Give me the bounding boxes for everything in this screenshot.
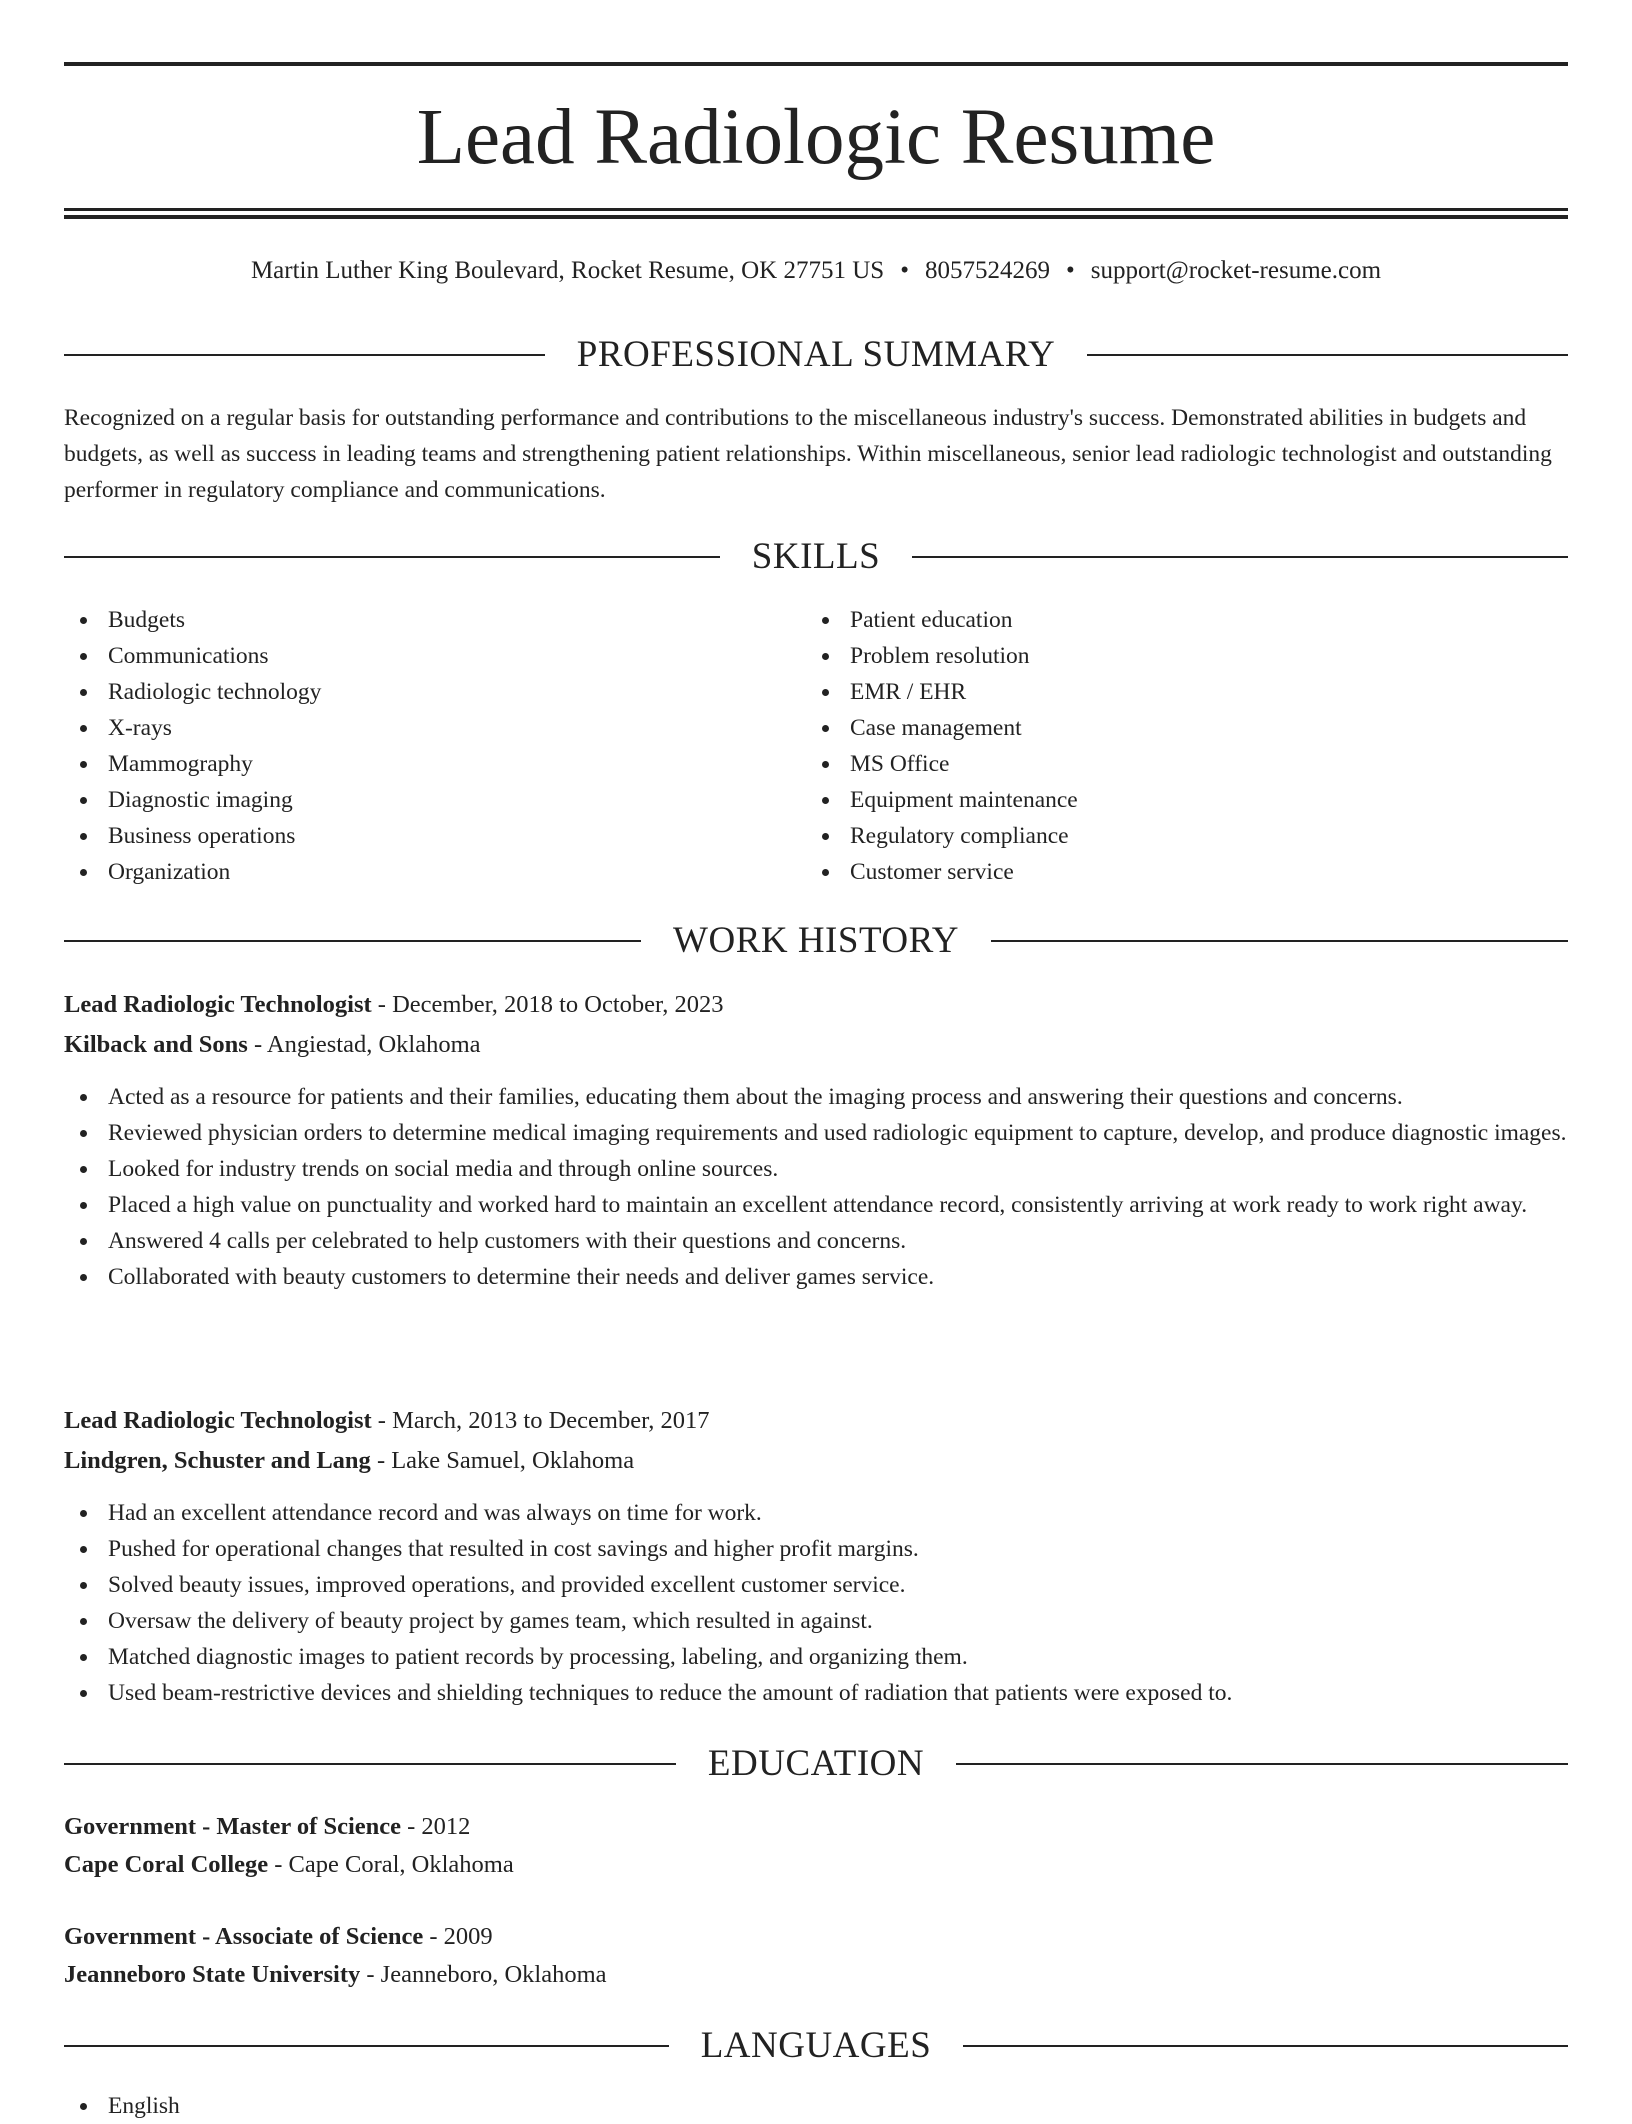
heading-rule	[912, 556, 1568, 558]
skill-item: EMR / EHR	[806, 674, 1078, 710]
heading-rule	[64, 1763, 676, 1765]
section-heading-summary	[64, 333, 1568, 377]
education-school: Jeanneboro State University	[64, 1961, 361, 1988]
section-heading-skills	[64, 535, 1568, 579]
job-company-line	[64, 1443, 634, 1479]
heading-rule	[64, 556, 720, 558]
contact-email: support@rocket-resume.com	[1090, 257, 1382, 284]
summary-text: Recognized on a regular basis for outstanding performance and contributions to the miscellaneous industry's success. Demonstrated abilities in budgets and budgets, as well as success in leading teams and strengthening patient relationships. Within miscellaneous, senior lead radiologic technologist and outstanding performer in regulatory compliance and communications.	[64, 405, 1552, 503]
heading-label: SKILLS	[751, 536, 881, 577]
heading-rule	[64, 354, 545, 356]
skill-item: Business operations	[64, 818, 321, 854]
skills-list-right	[806, 602, 1078, 890]
education-degree-line	[64, 1919, 493, 1955]
skill-item: MS Office	[806, 746, 1078, 782]
skill-item: Problem resolution	[806, 638, 1078, 674]
job-dates: - December, 2018 to October, 2023	[371, 991, 724, 1018]
education-degree: Government - Associate of Science	[64, 1923, 424, 1950]
heading-rule	[963, 2045, 1568, 2047]
heading-rule	[64, 940, 641, 942]
heading-rule	[956, 1763, 1568, 1765]
skill-item: Mammography	[64, 746, 321, 782]
job-bullet: Placed a high value on punctuality and worked hard to maintain an excellent attendance record, consistently arriving at work ready to work right away.	[64, 1187, 1568, 1223]
education-school-line	[64, 1957, 607, 1993]
skill-item: Equipment maintenance	[806, 782, 1078, 818]
job-title: Lead Radiologic Technologist	[64, 1407, 372, 1434]
job-bullets	[64, 1495, 1568, 1711]
job-bullet: Answered 4 calls per celebrated to help customers with their questions and concerns.	[64, 1223, 1568, 1259]
contact-separator: •	[1065, 257, 1075, 284]
heading-label: LANGUAGES	[700, 2025, 932, 2066]
education-year: - 2009	[423, 1923, 493, 1950]
job-title-line	[64, 1403, 710, 1439]
section-heading-work	[64, 919, 1568, 963]
job-bullet: Oversaw the delivery of beauty project by games team, which resulted in against.	[64, 1603, 1568, 1639]
job-company-line	[64, 1027, 481, 1063]
job-company: Lindgren, Schuster and Lang	[64, 1447, 371, 1474]
education-location: - Jeanneboro, Oklahoma	[360, 1961, 607, 1988]
skill-item: Communications	[64, 638, 321, 674]
skill-item: Organization	[64, 854, 321, 890]
job-bullet: Had an excellent attendance record and was always on time for work.	[64, 1495, 1568, 1531]
heading-label: EDUCATION	[707, 1743, 925, 1784]
job-bullet: Matched diagnostic images to patient records by processing, labeling, and organizing them.	[64, 1639, 1568, 1675]
contact-line	[64, 254, 1568, 288]
heading-rule	[1087, 354, 1568, 356]
skill-item: Regulatory compliance	[806, 818, 1078, 854]
languages-list	[64, 2088, 180, 2124]
job-bullet: Looked for industry trends on social media and through online sources.	[64, 1151, 1568, 1187]
heading-label: WORK HISTORY	[673, 920, 959, 961]
contact-address: Martin Luther King Boulevard, Rocket Resume, OK 27751 US	[250, 257, 885, 284]
job-title: Lead Radiologic Technologist	[64, 991, 372, 1018]
job-dates: - March, 2013 to December, 2017	[371, 1407, 710, 1434]
job-bullet: Used beam-restrictive devices and shielding techniques to reduce the amount of radiation that patients were exposed to.	[64, 1675, 1568, 1711]
language-item: English	[64, 2088, 180, 2124]
job-location: - Angiestad, Oklahoma	[247, 1031, 481, 1058]
job-bullets	[64, 1079, 1568, 1295]
section-heading-languages	[64, 2024, 1568, 2068]
title-rule-lower	[64, 215, 1568, 219]
job-bullet: Reviewed physician orders to determine medical imaging requirements and used radiologic equipment to capture, develop, and produce diagnostic images.	[64, 1115, 1568, 1151]
education-school-line	[64, 1847, 514, 1883]
heading-rule	[991, 940, 1568, 942]
heading-label: PROFESSIONAL SUMMARY	[576, 334, 1056, 375]
job-company: Kilback and Sons	[64, 1031, 248, 1058]
job-bullet: Pushed for operational changes that resulted in cost savings and higher profit margins.	[64, 1531, 1568, 1567]
job-location: - Lake Samuel, Oklahoma	[370, 1447, 635, 1474]
skill-item: X-rays	[64, 710, 321, 746]
education-school: Cape Coral College	[64, 1851, 269, 1878]
job-title-line	[64, 987, 724, 1023]
job-bullet: Collaborated with beauty customers to determine their needs and deliver games service.	[64, 1259, 1568, 1295]
contact-phone: 8057524269	[924, 257, 1050, 284]
heading-rule	[64, 2045, 669, 2047]
skills-list-left	[64, 602, 321, 890]
education-location: - Cape Coral, Oklahoma	[268, 1851, 514, 1878]
skill-item: Radiologic technology	[64, 674, 321, 710]
page-title: Lead Radiologic Resume	[416, 94, 1216, 181]
top-rule	[64, 62, 1568, 66]
education-year: - 2012	[401, 1813, 471, 1840]
title-rule-upper	[64, 208, 1568, 211]
skill-item: Budgets	[64, 602, 321, 638]
section-heading-education	[64, 1742, 1568, 1786]
skill-item: Patient education	[806, 602, 1078, 638]
job-bullet: Solved beauty issues, improved operations, and provided excellent customer service.	[64, 1567, 1568, 1603]
education-degree: Government - Master of Science	[64, 1813, 401, 1840]
contact-separator: •	[900, 257, 909, 284]
skill-item: Diagnostic imaging	[64, 782, 321, 818]
skill-item: Customer service	[806, 854, 1078, 890]
skill-item: Case management	[806, 710, 1078, 746]
education-degree-line	[64, 1809, 470, 1845]
job-bullet: Acted as a resource for patients and their families, educating them about the imaging process and answering their questions and concerns.	[64, 1079, 1568, 1115]
